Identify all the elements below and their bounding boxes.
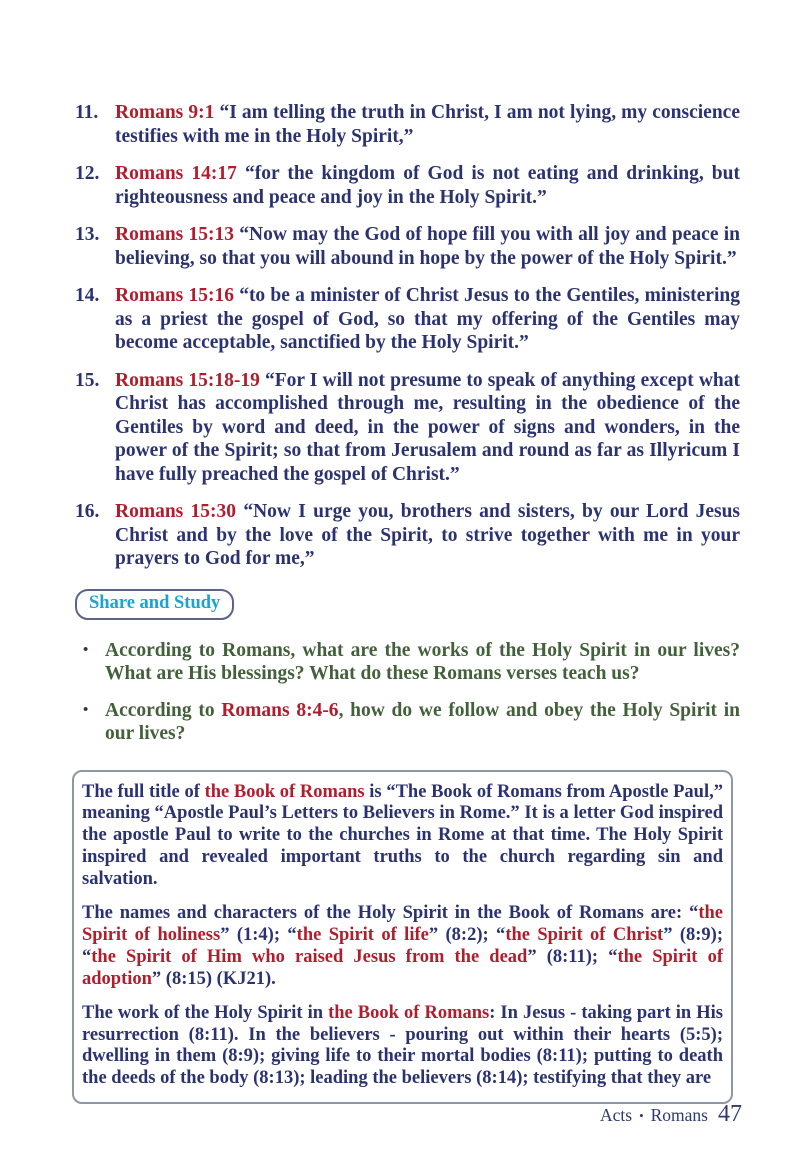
verse-item <box>75 500 740 571</box>
verse-ref: Romans 14:17 <box>115 163 237 184</box>
verse-item <box>75 223 740 270</box>
verse-text: “I am telling the truth in Christ, I am not lying, my conscience testifies with me in the Holy Spirit,” <box>115 102 740 147</box>
verse-number: 16. <box>75 501 100 522</box>
verse-ref: Romans 15:16 <box>115 285 234 306</box>
info-paragraph: The work of the Holy Spirit in the Book of Romans: In Jesus - taking part in His resurrection (8:11). In the believers - pouring out within their hearts (5:5); dwelling in them (8:9); giving life to their mortal bodies (8:11); putting to death the deeds of the body (8:13); leading the believers (8:14); testifying that they are <box>82 1002 723 1089</box>
verse-text: “for the kingdom of God is not eating and drinking, but righteousness and peace and joy in the Holy Spirit.” <box>115 163 740 208</box>
verse-number: 11. <box>75 102 99 123</box>
question-text: According to Romans, what are the works of the Holy Spirit in our lives? What are His blessings? What do these Romans verses teach us? <box>105 639 740 684</box>
footer-book: Acts <box>599 1105 633 1125</box>
info-box <box>72 770 733 1105</box>
verse-item <box>75 101 740 148</box>
study-question <box>75 639 740 686</box>
verse-text: “For I will not presume to speak of anything except what Christ has accomplished through me, resulting in the obedience of the Gentiles by word and deed, in the power of signs and wonders, in the power of the Spirit; so that from Jerusalem and round as far as Illyricum I have fully preached the gospel of Christ.” <box>115 369 740 485</box>
verse-item <box>75 162 740 209</box>
verse-text: “Now may the God of hope fill you with all joy and peace in believing, so that you will abound in hope by the power of the Holy Spirit.” <box>115 224 740 269</box>
verse-ref: Romans 15:13 <box>115 224 235 245</box>
inline-ref: the Spirit of holiness <box>82 903 723 945</box>
question-text-suffix: , how do we follow and obey the Holy Spirit in our lives? <box>105 699 740 744</box>
share-and-study-badge: Share and Study <box>75 589 234 620</box>
bullet-icon: • <box>83 701 89 718</box>
footer-separator-dot: • <box>639 1108 644 1123</box>
bullet-icon: • <box>83 641 89 658</box>
page-number: 47 <box>718 1101 742 1127</box>
verse-number: 13. <box>75 224 100 245</box>
verse-text: “Now I urge you, brothers and sisters, by our Lord Jesus Christ and by the love of the Spirit, to strive together with me in your prayers to God for me,” <box>115 501 740 569</box>
inline-ref: the Book of Romans <box>204 781 365 802</box>
verse-number: 12. <box>75 163 100 184</box>
verse-ref: Romans 15:30 <box>115 501 237 522</box>
verse-item <box>75 369 740 487</box>
verse-ref: Romans 15:18-19 <box>115 369 260 391</box>
inline-ref: the Spirit of life <box>296 924 429 945</box>
footer-section: Romans <box>650 1105 708 1125</box>
verse-text: “to be a minister of Christ Jesus to the Gentiles, ministering as a priest the gospel of God, so that my offering of the Gentiles may become acceptable, sanctified by the Holy Spirit.” <box>115 285 740 353</box>
verse-ref: Romans 9:1 <box>115 102 215 123</box>
verse-item <box>75 284 740 355</box>
badge-row <box>75 589 740 620</box>
inline-ref: the Spirit of Him who raised Jesus from the dead <box>91 946 528 967</box>
page-footer <box>600 1101 742 1128</box>
verse-number: 14. <box>75 285 100 306</box>
question-text: According to <box>105 699 222 721</box>
page-content <box>75 101 740 1104</box>
info-paragraph: The full title of the Book of Romans is “The Book of Romans from Apostle Paul,” meaning “Apostle Paul’s Letters to Believers in Rome.” It is a letter God inspired the apostle Paul to write to the churches in Rome at that time. The Holy Spirit inspired and revealed important truths to the church regarding sin and salvation. <box>82 781 723 890</box>
inline-ref: the Spirit of Christ <box>505 924 664 945</box>
question-ref: Romans 8:4-6 <box>221 699 339 721</box>
study-question <box>75 699 740 746</box>
inline-ref: the Spirit of adoption <box>82 946 723 989</box>
verse-number: 15. <box>75 369 100 391</box>
inline-ref: the Book of Romans <box>328 1002 490 1023</box>
info-paragraph: The names and characters of the Holy Spirit in the Book of Romans are: “the Spirit of holiness” (1:4); “the Spirit of life” (8:2); “the Spirit of Christ” (8:9); “the Spirit of Him who raised Jesus from the dead” (8:11); “the Spirit of adoption” (8:15) (KJ21). <box>82 903 724 989</box>
